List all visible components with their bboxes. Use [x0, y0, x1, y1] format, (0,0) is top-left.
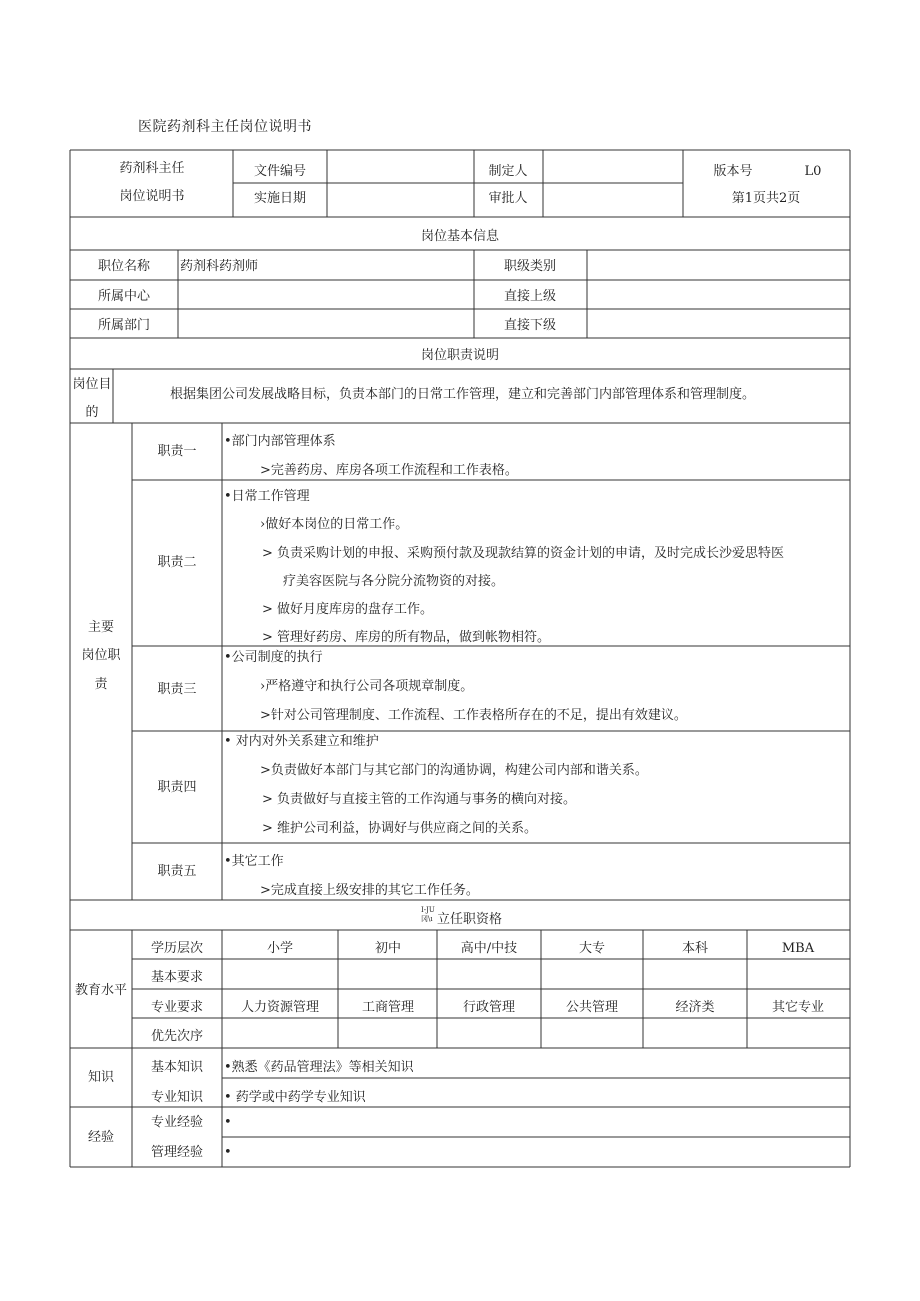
- major-cell: 公共管理: [565, 1000, 619, 1015]
- position-name-value: 药剂科药剂师: [180, 259, 259, 274]
- degree-cell: MBA: [781, 941, 815, 956]
- duties-title: 岗位职责说明: [420, 348, 500, 363]
- main-duties-label-3: 责: [94, 677, 108, 692]
- pro-knowledge-value: • 药学或中药学专业知识: [224, 1090, 366, 1105]
- file-no-label: 文件编号: [253, 164, 307, 179]
- duty-point: > 负责采购计划的申报、采购预付款及现款结算的资金计划的申请，及时完成长沙爱思特医: [262, 546, 785, 561]
- duty-point: > 做好月度库房的盘存工作。: [262, 602, 434, 617]
- grade-label: 职级类别: [503, 259, 557, 274]
- duty-title: •日常工作管理: [224, 489, 310, 504]
- qualifications-title: 立任职资格: [437, 912, 503, 927]
- position-name-label: 职位名称: [97, 259, 151, 274]
- degree-cell: 本科: [681, 941, 709, 956]
- main-duties-label-1: 主要: [87, 620, 115, 635]
- author-label: 制定人: [488, 164, 528, 179]
- degree-cell: 小学: [266, 941, 294, 956]
- qualifications-glyph-top: I-JU: [421, 906, 435, 914]
- purpose-text: 根据集团公司发展战略目标，负责本部门的日常工作管理，建立和完善部门内部管理体系和管理制度。: [170, 387, 756, 402]
- duty-point: > 管理好药房、库房的所有物品，做到帐物相符。: [262, 630, 551, 645]
- knowledge-label: 知识: [87, 1070, 115, 1085]
- position-name-line2: 岗位说明书: [119, 189, 185, 204]
- dept-label: 所属部门: [97, 318, 151, 333]
- pro-knowledge-label: 专业知识: [150, 1090, 204, 1105]
- basic-req-label: 基本要求: [150, 970, 204, 985]
- approver-label: 审批人: [488, 191, 528, 206]
- degree-cell: 高中/中技: [460, 941, 518, 956]
- purpose-label-2: 的: [85, 405, 99, 420]
- mgmt-exp-value: •: [224, 1145, 232, 1160]
- document-title: 医院药剂科主任岗位说明书: [138, 119, 312, 135]
- duty-point: > 负责做好与直接主管的工作沟通与事务的横向对接。: [262, 792, 577, 807]
- subordinate-label: 直接下级: [503, 318, 557, 333]
- duty-point: >针对公司管理制度、工作流程、工作表格所存在的不足，提出有效建议。: [260, 708, 687, 723]
- version-label: 版本号: [713, 164, 753, 179]
- duty-title: •公司制度的执行: [224, 650, 323, 665]
- version-value: L0: [804, 164, 822, 179]
- degree-cell: 大专: [578, 941, 606, 956]
- duty-label: 职责五: [157, 864, 197, 879]
- major-req-label: 专业要求: [150, 1000, 204, 1015]
- duty-title: •部门内部管理体系: [224, 434, 336, 449]
- duty-label: 职责三: [157, 682, 197, 697]
- major-cell: 其它专业: [771, 1000, 825, 1015]
- position-name-line1: 药剂科主任: [119, 161, 185, 176]
- basic-knowledge-value: •熟悉《药品管理法》等相关知识: [224, 1060, 414, 1075]
- duty-point: > 维护公司利益，协调好与供应商之间的关系。: [262, 821, 538, 836]
- duty-label: 职责二: [157, 555, 197, 570]
- duty-label: 职责一: [157, 444, 197, 459]
- duty-point: ›做好本岗位的日常工作。: [260, 517, 409, 532]
- duty-point: >完成直接上级安排的其它工作任务。: [260, 883, 479, 898]
- degree-cell: 初中: [374, 941, 402, 956]
- pro-exp-value: •: [224, 1115, 232, 1130]
- pro-exp-label: 专业经验: [150, 1115, 204, 1130]
- basic-knowledge-label: 基本知识: [150, 1060, 204, 1075]
- experience-label: 经验: [87, 1130, 115, 1145]
- major-cell: 行政管理: [462, 1000, 516, 1015]
- qualifications-glyph-bottom: 冈\ı: [421, 915, 433, 923]
- priority-label: 优先次序: [150, 1029, 204, 1044]
- page-info: 第1页共2页: [731, 191, 801, 206]
- basic-info-title: 岗位基本信息: [420, 229, 500, 244]
- duty-point: >负责做好本部门与其它部门的沟通协调，构建公司内部和谐关系。: [260, 763, 648, 778]
- duty-point: >完善药房、库房各项工作流程和工作表格。: [260, 463, 518, 478]
- major-cell: 经济类: [675, 1000, 715, 1015]
- center-label: 所属中心: [97, 289, 151, 304]
- duty-title: • 对内对外关系建立和维护: [224, 734, 379, 749]
- main-duties-label-2: 岗位职: [81, 648, 121, 663]
- education-label: 教育水平: [74, 983, 128, 998]
- duty-title: •其它工作: [224, 854, 284, 869]
- major-cell: 人力资源管理: [240, 1000, 320, 1015]
- duty-label: 职责四: [157, 780, 197, 795]
- purpose-label-1: 岗位目: [72, 377, 112, 392]
- major-cell: 工商管理: [361, 1000, 415, 1015]
- mgmt-exp-label: 管理经验: [150, 1145, 204, 1160]
- superior-label: 直接上级: [503, 289, 557, 304]
- degree-row-label: 学历层次: [150, 941, 204, 956]
- impl-date-label: 实施日期: [253, 191, 307, 206]
- duty-point: 疗美容医院与各分院分流物资的对接。: [283, 574, 505, 589]
- duty-point: ›严格遵守和执行公司各项规章制度。: [260, 679, 474, 694]
